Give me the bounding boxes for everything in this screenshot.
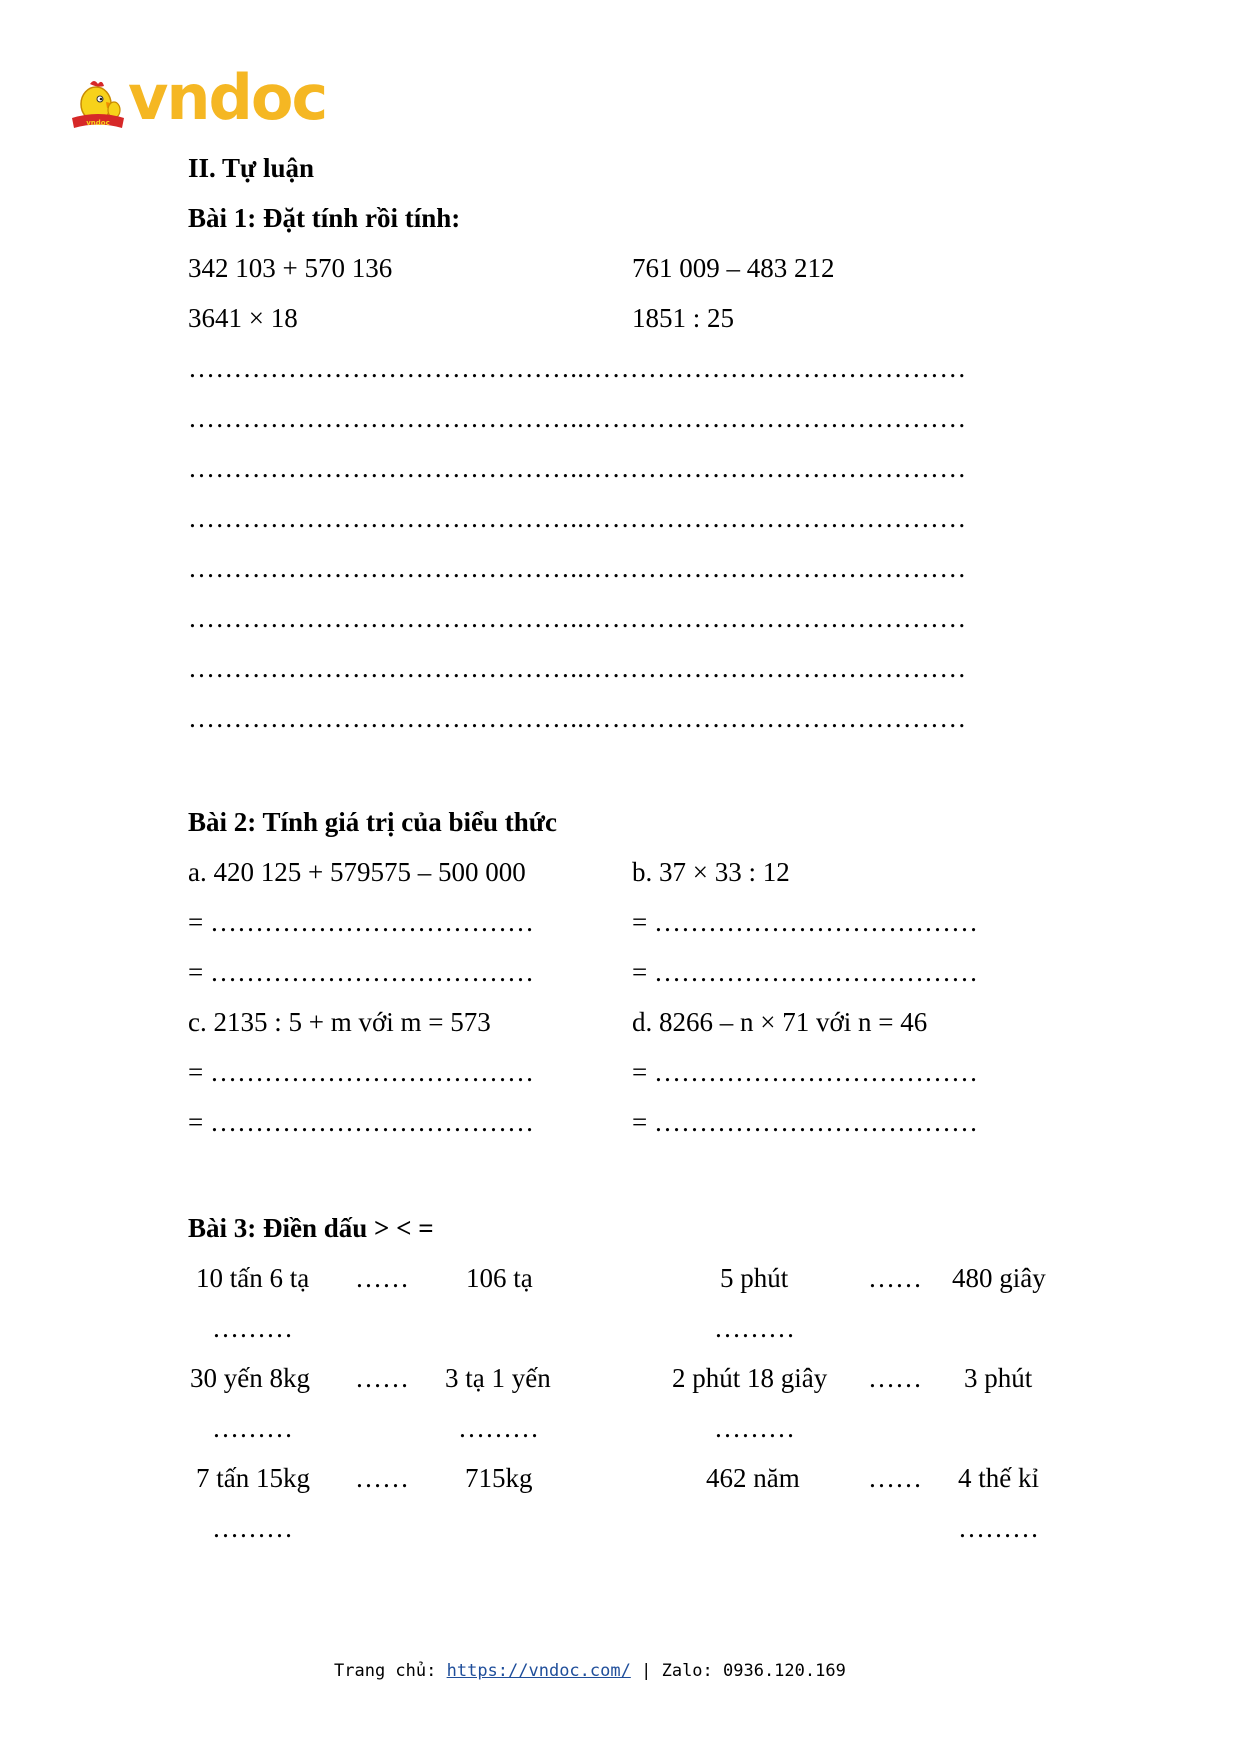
bai3-r1-right-a: 5 phút bbox=[720, 1263, 789, 1293]
bai3-r1-blank-right[interactable]: …… bbox=[868, 1263, 922, 1293]
bai2-a-line1[interactable]: = ……………………………… bbox=[188, 907, 534, 937]
logo-wordmark: vndoc bbox=[128, 61, 327, 134]
bai3-r3-blank-left[interactable]: …… bbox=[355, 1463, 409, 1493]
answer-line[interactable]: ……………………………………..…………………………………… bbox=[188, 503, 967, 533]
bai2-d-line1[interactable]: = ……………………………… bbox=[632, 1057, 978, 1087]
bai3-r1-left-a: 10 tấn 6 tạ bbox=[196, 1263, 310, 1293]
bai1-problem-2: 761 009 – 483 212 bbox=[632, 253, 835, 283]
answer-line[interactable]: ……………………………………..…………………………………… bbox=[188, 403, 967, 433]
bai2-c-line2[interactable]: = ……………………………… bbox=[188, 1107, 534, 1137]
bai2-expr-c: c. 2135 : 5 + m với m = 573 bbox=[188, 1007, 491, 1037]
footer-separator: | bbox=[641, 1661, 652, 1681]
answer-line[interactable]: ……………………………………..…………………………………… bbox=[188, 453, 967, 483]
chicken-mascot-icon bbox=[70, 78, 130, 138]
vndoc-logo bbox=[70, 61, 327, 138]
bai1-problem-1: 342 103 + 570 136 bbox=[188, 253, 393, 283]
bai1-problem-3: 3641 × 18 bbox=[188, 303, 298, 333]
bai3-r1-sub-blank[interactable]: ……… bbox=[212, 1313, 293, 1343]
page-footer bbox=[334, 1660, 846, 1682]
answer-line[interactable]: ……………………………………..…………………………………… bbox=[188, 653, 967, 683]
answer-line[interactable]: ……………………………………..…………………………………… bbox=[188, 553, 967, 583]
bai3-r1-blank-left[interactable]: …… bbox=[355, 1263, 409, 1293]
bai2-c-line1[interactable]: = ……………………………… bbox=[188, 1057, 534, 1087]
bai3-r3-right-b: 4 thế kỉ bbox=[958, 1463, 1039, 1493]
zalo-contact: Zalo: 0936.120.169 bbox=[661, 1661, 846, 1681]
bai3-r2-sub-blank-3[interactable]: ……… bbox=[714, 1413, 795, 1443]
bai3-r2-sub-blank-2[interactable]: ……… bbox=[458, 1413, 539, 1443]
bai3-r3-right-a: 462 năm bbox=[706, 1463, 800, 1493]
bai2-title: Bài 2: Tính giá trị của biểu thức bbox=[188, 807, 557, 837]
bai3-r1-left-b: 106 tạ bbox=[466, 1263, 533, 1293]
bai3-r1-right-b: 480 giây bbox=[952, 1263, 1046, 1293]
bai3-r2-blank-left[interactable]: …… bbox=[355, 1363, 409, 1393]
bai1-title: Bài 1: Đặt tính rồi tính: bbox=[188, 203, 461, 233]
bai3-r3-sub-blank-right[interactable]: ……… bbox=[958, 1513, 1039, 1543]
footer-label: Trang chủ: bbox=[334, 1661, 437, 1681]
bai3-r2-sub-blank-1[interactable]: ……… bbox=[212, 1413, 293, 1443]
homepage-link[interactable]: https://vndoc.com/ bbox=[446, 1661, 631, 1681]
bai2-a-line2[interactable]: = ……………………………… bbox=[188, 957, 534, 987]
bai2-expr-d: d. 8266 – n × 71 với n = 46 bbox=[632, 1007, 928, 1037]
bai3-r3-left-b: 715kg bbox=[465, 1463, 533, 1493]
answer-line[interactable]: ……………………………………..…………………………………… bbox=[188, 703, 967, 733]
bai3-r3-sub-blank-left[interactable]: ……… bbox=[212, 1513, 293, 1543]
bai2-b-line1[interactable]: = ……………………………… bbox=[632, 907, 978, 937]
svg-text:vndoc: vndoc bbox=[86, 119, 110, 127]
bai1-problem-4: 1851 : 25 bbox=[632, 303, 735, 333]
bai2-expr-a: a. 420 125 + 579575 – 500 000 bbox=[188, 857, 526, 887]
answer-line[interactable]: ……………………………………..…………………………………… bbox=[188, 603, 967, 633]
bai3-r2-left-a: 30 yến 8kg bbox=[190, 1363, 310, 1393]
bai2-d-line2[interactable]: = ……………………………… bbox=[632, 1107, 978, 1137]
bai2-expr-b: b. 37 × 33 : 12 bbox=[632, 857, 790, 887]
bai3-r2-left-b: 3 tạ 1 yến bbox=[445, 1363, 551, 1393]
bai3-r1-sub-blank-right[interactable]: ……… bbox=[714, 1313, 795, 1343]
answer-line[interactable]: ……………………………………..…………………………………… bbox=[188, 353, 967, 383]
bai3-r3-left-a: 7 tấn 15kg bbox=[196, 1463, 310, 1493]
bai2-b-line2[interactable]: = ……………………………… bbox=[632, 957, 978, 987]
bai3-r2-blank-right[interactable]: …… bbox=[868, 1363, 922, 1393]
section-title: II. Tự luận bbox=[188, 153, 315, 183]
bai3-r3-blank-right[interactable]: …… bbox=[868, 1463, 922, 1493]
bai3-title: Bài 3: Điền dấu > < = bbox=[188, 1213, 434, 1243]
bai3-r2-right-b: 3 phút bbox=[964, 1363, 1033, 1393]
bai3-r2-right-a: 2 phút 18 giây bbox=[672, 1363, 828, 1393]
